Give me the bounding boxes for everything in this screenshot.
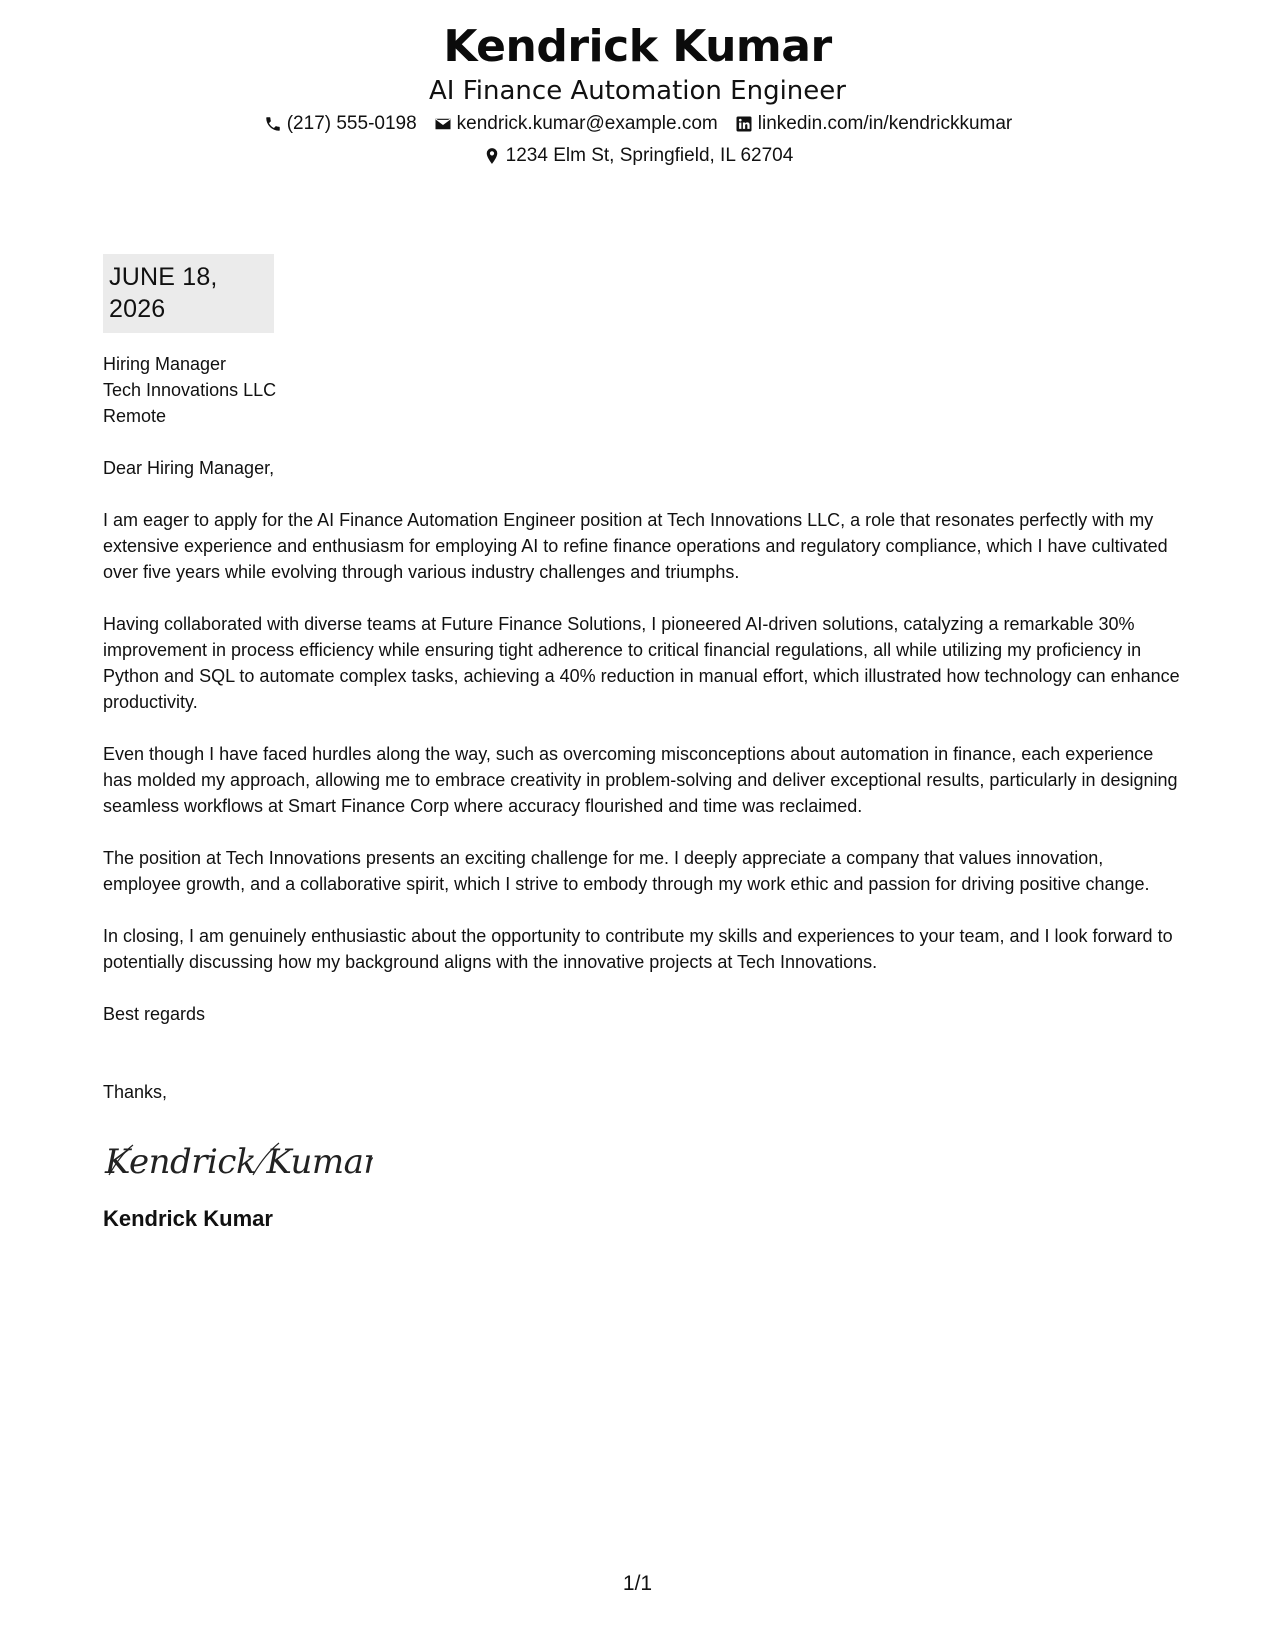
letter-header — [0, 20, 1275, 170]
email-text[interactable]: kendrick.kumar@example.com — [456, 113, 718, 134]
body-paragraph: The position at Tech Innovations presents an exciting challenge for me. I deeply appreciate a company that values innovation, employee growth, and a collaborative spirit, which I strive to embody through my work ethic and passion for driving positive change. — [103, 848, 1150, 894]
body-paragraph: I am eager to apply for the AI Finance Automation Engineer position at Tech Innovations LLC, a role that resonates perfectly with my extensive experience and enthusiasm for employing AI to refine finance operations and regulatory compliance, which I have cultivated over five years while evolving through various industry challenges and triumphs. — [103, 510, 1168, 582]
address-row — [0, 142, 1275, 170]
contact-row — [0, 110, 1275, 138]
recipient-line: Hiring Manager — [103, 354, 227, 374]
map-pin-icon — [482, 146, 502, 166]
body-paragraph: In closing, I am genuinely enthusiastic about the opportunity to contribute my skills and experiences to your team, and I look forward to potentially discussing how my background aligns with the innovative projects at Tech Innovations. — [103, 926, 1173, 972]
letter-body — [103, 254, 1183, 1233]
contact-address — [482, 142, 794, 170]
signature-graphic — [103, 1131, 373, 1191]
envelope-icon — [433, 114, 453, 134]
recipient-location: Remote — [103, 406, 167, 426]
handwritten-signature — [103, 1131, 1183, 1191]
closing: Best regards — [103, 1004, 206, 1024]
recipient-block — [103, 351, 1183, 429]
page-number: 1/1 — [622, 1572, 653, 1595]
address-text: 1234 Elm St, Springfield, IL 62704 — [505, 145, 794, 166]
contact-linkedin[interactable] — [734, 110, 1013, 138]
linkedin-text[interactable]: linkedin.com/in/kendrickkumar — [757, 113, 1013, 134]
signer-name: Kendrick Kumar — [103, 1206, 273, 1231]
linkedin-icon — [734, 114, 754, 134]
thanks-line: Thanks, — [103, 1082, 168, 1102]
applicant-name: Kendrick Kumar — [443, 21, 832, 72]
body-paragraph: Even though I have faced hurdles along the way, such as overcoming misconceptions about automation in finance, each experience has molded my approach, allowing me to embrace creativity in problem-solving and deliver exceptional results, particularly in designing seamless workflows at Smart Finance Corp where accuracy flourished and time was reclaimed. — [103, 744, 1178, 816]
applicant-title: AI Finance Automation Engineer — [429, 76, 846, 106]
contact-phone — [263, 110, 417, 138]
phone-icon — [263, 114, 283, 134]
letter-date: JUNE 18, 2026 — [103, 254, 274, 333]
recipient-company: Tech Innovations LLC — [103, 380, 277, 400]
salutation: Dear Hiring Manager, — [103, 458, 275, 478]
body-paragraph: Having collaborated with diverse teams at Future Finance Solutions, I pioneered AI-driven solutions, catalyzing a remarkable 30% improvement in process efficiency while ensuring tight adherence to critical financial regulations, all while utilizing my proficiency in Python and SQL to automate complex tasks, achieving a 40% reduction in manual effort, which illustrated how technology can enhance productivity. — [103, 614, 1180, 712]
svg-text:Kendrick Kumar: Kendrick Kumar — [105, 1142, 373, 1182]
phone-text: (217) 555-0198 — [286, 113, 417, 134]
contact-email[interactable] — [433, 110, 718, 138]
